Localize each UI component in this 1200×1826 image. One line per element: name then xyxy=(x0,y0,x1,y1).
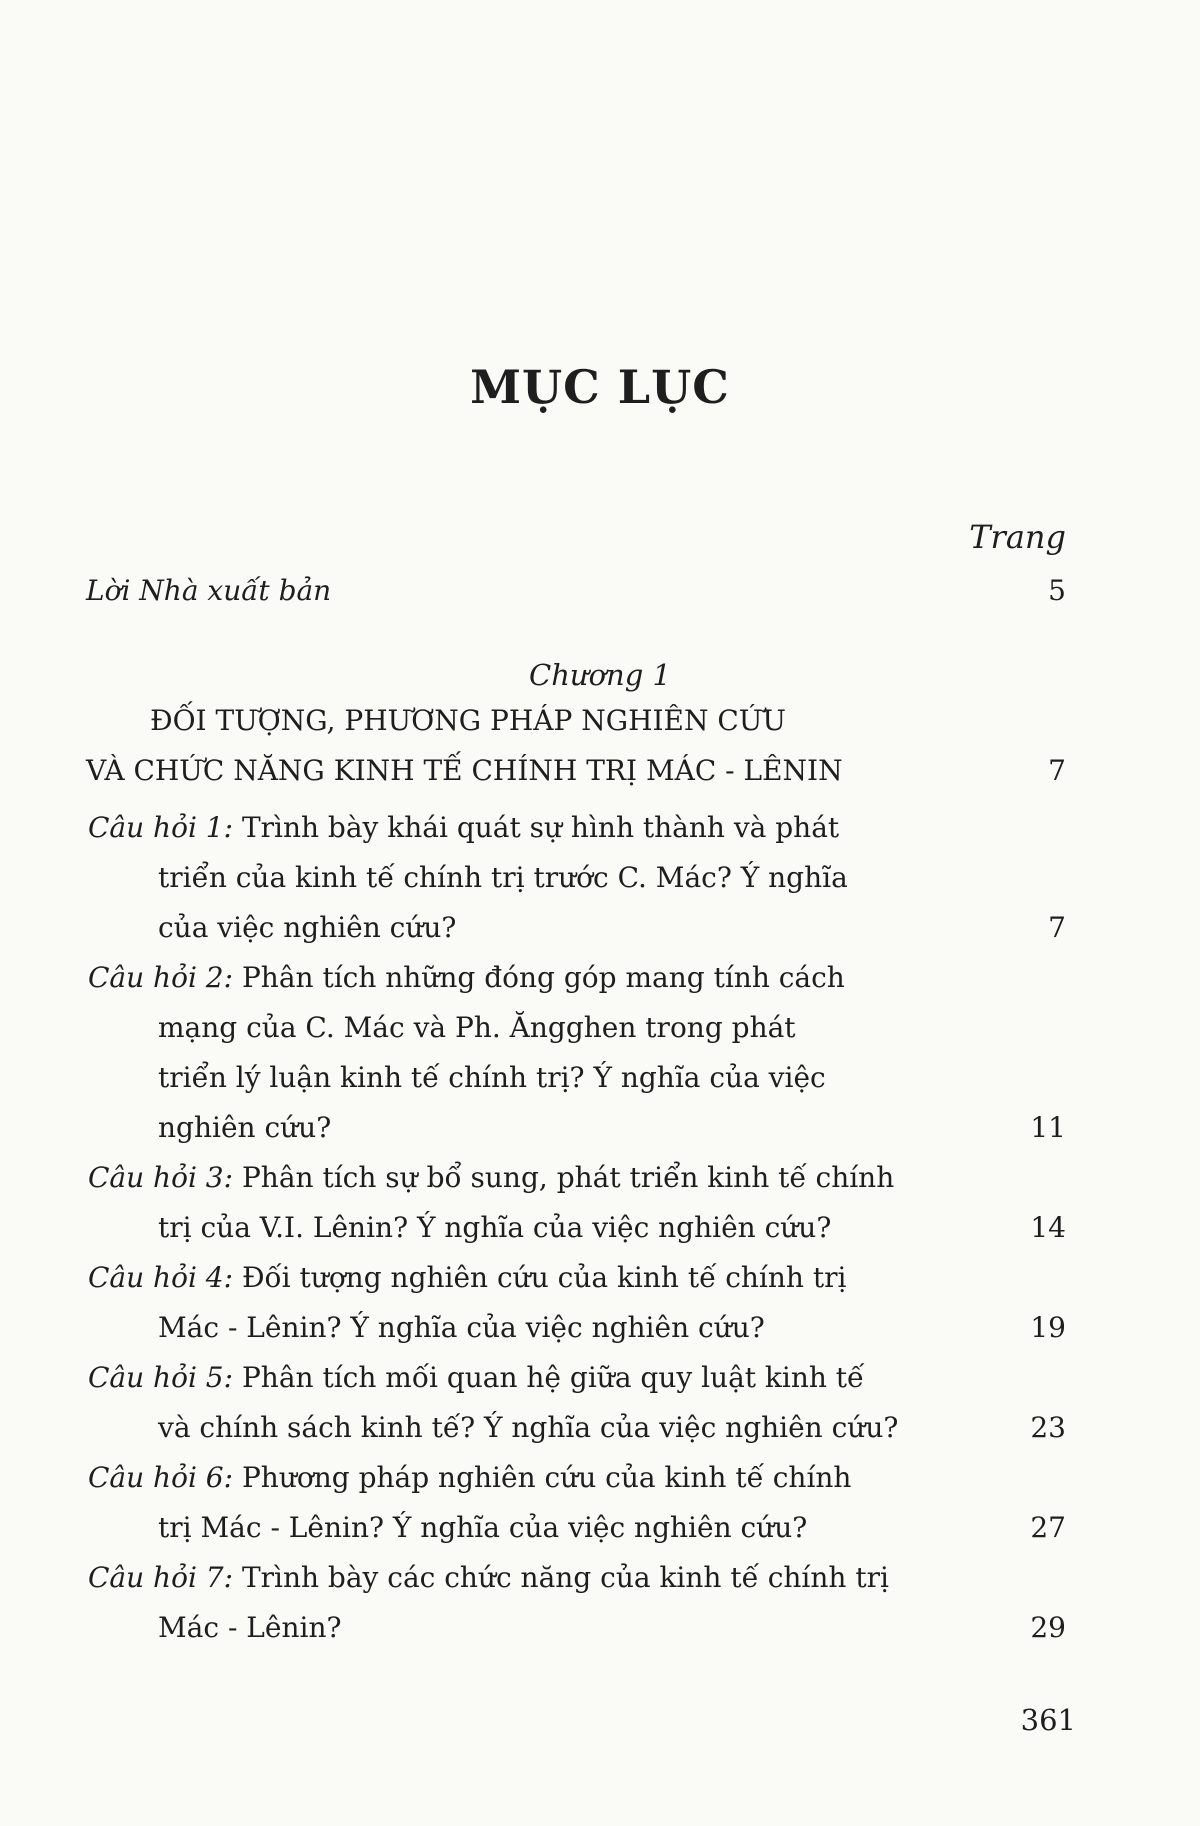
toc-heading: MỤC LỤC xyxy=(470,360,730,414)
toc-entry-preface xyxy=(86,566,1066,616)
question-text-line: Trình bày khái quát sự hình thành và phát xyxy=(241,811,840,844)
question-text-line: nghiên cứu? xyxy=(158,1111,332,1144)
question-label: Câu hỏi 5: xyxy=(88,1361,234,1394)
preface-title: Lời Nhà xuất bản xyxy=(86,574,332,607)
page-number: 361 xyxy=(1020,1703,1076,1737)
question-text-line: Phân tích những đóng góp mang tính cách xyxy=(241,961,845,994)
chapter-title-line2: VÀ CHỨC NĂNG KINH TẾ CHÍNH TRỊ MÁC - LÊNIN xyxy=(86,754,843,787)
question-page: 29 xyxy=(1030,1611,1066,1644)
preface-page: 5 xyxy=(1048,574,1066,607)
question-page: 7 xyxy=(1048,911,1066,944)
question-text-line: Trình bày các chức năng của kinh tế chính trị xyxy=(241,1561,889,1594)
question-text-line: Mác - Lênin? Ý nghĩa của việc nghiên cứu? xyxy=(158,1311,765,1344)
question-label: Câu hỏi 6: xyxy=(88,1461,234,1494)
question-label: Câu hỏi 1: xyxy=(88,811,234,844)
question-page: 23 xyxy=(1030,1411,1066,1444)
question-label: Câu hỏi 2: xyxy=(88,961,234,994)
chapter-page: 7 xyxy=(1048,754,1066,787)
question-text-line: mạng của C. Mác và Ph. Ăngghen trong phát xyxy=(158,1011,796,1044)
question-text-line: Mác - Lênin? xyxy=(158,1611,342,1644)
toc-entry-question xyxy=(88,1353,918,1453)
question-text-line: triển của kinh tế chính trị trước C. Mác? Ý nghĩa xyxy=(158,861,848,894)
question-label: Câu hỏi 7: xyxy=(88,1561,234,1594)
toc-entry-question xyxy=(88,1253,918,1353)
question-text-line: của việc nghiên cứu? xyxy=(158,911,457,944)
question-text-line: Phương pháp nghiên cứu của kinh tế chính xyxy=(241,1461,852,1494)
question-page: 19 xyxy=(1030,1311,1066,1344)
chapter-title-line1: ĐỐI TƯỢNG, PHƯƠNG PHÁP NGHIÊN CỨU xyxy=(150,704,787,737)
toc-entry-question xyxy=(88,1453,918,1553)
question-text-line: Đối tượng nghiên cứu của kinh tế chính trị xyxy=(241,1261,847,1294)
toc-entry-question xyxy=(88,803,918,953)
toc-entry-question xyxy=(88,953,918,1153)
question-text-line: và chính sách kinh tế? Ý nghĩa của việc nghiên cứu? xyxy=(158,1411,899,1444)
question-text-line: trị Mác - Lênin? Ý nghĩa của việc nghiên cứu? xyxy=(158,1511,808,1544)
question-text-line: Phân tích sự bổ sung, phát triển kinh tế chính xyxy=(241,1161,895,1194)
question-page: 11 xyxy=(1030,1111,1066,1144)
page-column-label: Trang xyxy=(969,518,1066,556)
toc-entry-question xyxy=(88,1153,918,1253)
question-text-line: trị của V.I. Lênin? Ý nghĩa của việc nghiên cứu? xyxy=(158,1211,832,1244)
question-label: Câu hỏi 4: xyxy=(88,1261,234,1294)
question-text-line: triển lý luận kinh tế chính trị? Ý nghĩa của việc xyxy=(158,1061,826,1094)
question-page: 14 xyxy=(1030,1211,1066,1244)
question-text-line: Phân tích mối quan hệ giữa quy luật kinh tế xyxy=(241,1361,865,1394)
toc-entry-question xyxy=(88,1553,918,1653)
question-label: Câu hỏi 3: xyxy=(88,1161,234,1194)
chapter-label: Chương 1 xyxy=(529,658,671,692)
question-page: 27 xyxy=(1030,1511,1066,1544)
